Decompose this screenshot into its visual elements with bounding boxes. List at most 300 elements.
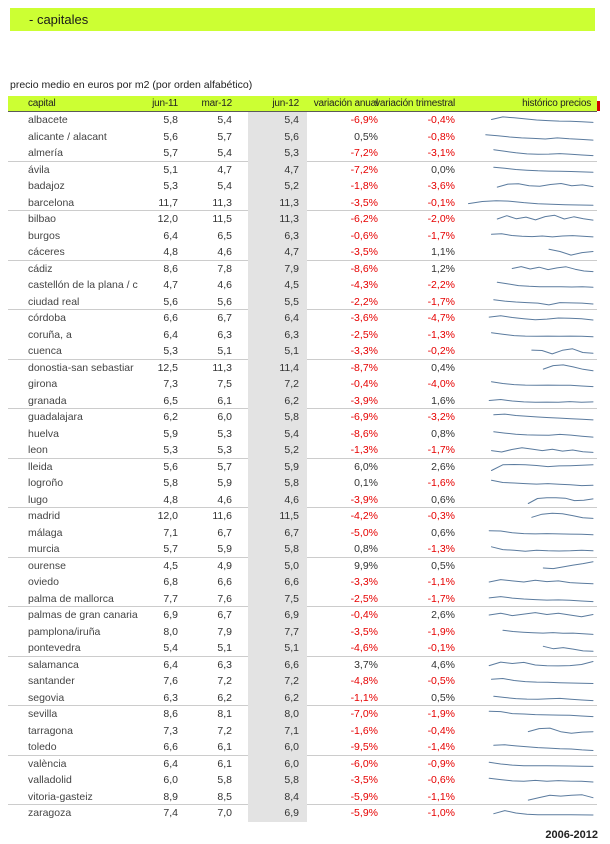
capital-name: pontevedra	[28, 642, 81, 655]
table-row	[8, 673, 597, 690]
sparkline-cell	[480, 327, 595, 344]
jun11-value: 5,7	[163, 147, 178, 160]
mar12-value: 6,3	[217, 328, 232, 341]
variacion-anual-value: -7,2%	[350, 163, 378, 176]
jun11-value: 7,7	[163, 592, 178, 605]
table-row	[8, 508, 597, 525]
variacion-trimestral-value: -0,2%	[427, 345, 455, 358]
red-tick-mark	[597, 101, 600, 111]
variacion-anual-value: -4,2%	[350, 510, 378, 523]
price-history-sparkline	[480, 476, 595, 490]
variacion-anual-value: -3,5%	[350, 774, 378, 787]
variacion-anual-value: -3,3%	[350, 576, 378, 589]
variacion-trimestral-value: -1,9%	[427, 625, 455, 638]
variacion-anual-value: -3,9%	[350, 493, 378, 506]
sparkline-cell	[480, 492, 595, 509]
mar12-value: 5,4	[217, 114, 232, 127]
variacion-trimestral-value: -1,7%	[427, 229, 455, 242]
variacion-trimestral-value: -0,4%	[427, 114, 455, 127]
table-row	[8, 129, 597, 146]
mar12-value: 7,2	[217, 675, 232, 688]
price-history-sparkline	[480, 757, 595, 771]
table-row	[8, 376, 597, 393]
mar12-value: 4,9	[217, 559, 232, 572]
price-history-sparkline	[480, 740, 595, 754]
variacion-trimestral-value: 0,5%	[431, 559, 455, 572]
price-history-sparkline	[480, 493, 595, 507]
mar12-value: 8,5	[217, 790, 232, 803]
jun12-value: 5,3	[248, 145, 307, 162]
jun12-value: 5,2	[248, 178, 307, 195]
sparkline-cell	[480, 228, 595, 245]
jun12-value: 5,8	[248, 541, 307, 558]
table-row	[8, 343, 597, 360]
sparkline-cell	[480, 789, 595, 806]
jun12-value: 8,4	[248, 789, 307, 806]
price-history-sparkline	[480, 427, 595, 441]
price-history-sparkline	[480, 278, 595, 292]
jun12-value: 5,2	[248, 442, 307, 459]
table-row	[8, 162, 597, 179]
price-history-sparkline	[480, 229, 595, 243]
capital-name: granada	[28, 394, 67, 407]
jun11-value: 12,0	[157, 510, 178, 523]
price-history-sparkline	[480, 344, 595, 358]
variacion-trimestral-value: -1,1%	[427, 576, 455, 589]
price-history-sparkline	[480, 460, 595, 474]
capital-name: cáceres	[28, 246, 65, 259]
table-row	[8, 409, 597, 426]
capital-name: salamanca	[28, 658, 79, 671]
variacion-anual-value: -5,0%	[350, 526, 378, 539]
variacion-trimestral-value: -2,2%	[427, 279, 455, 292]
sparkline-cell	[480, 459, 595, 476]
jun12-value: 7,2	[248, 376, 307, 393]
variacion-anual-value: -6,9%	[350, 114, 378, 127]
mar12-value: 7,5	[217, 378, 232, 391]
mar12-value: 7,2	[217, 724, 232, 737]
price-history-sparkline	[480, 509, 595, 523]
variacion-trimestral-value: -1,9%	[427, 708, 455, 721]
jun12-value: 7,1	[248, 723, 307, 740]
sparkline-cell	[480, 294, 595, 311]
variacion-anual-value: -1,8%	[350, 180, 378, 193]
table-row	[8, 541, 597, 558]
jun12-value: 7,2	[248, 673, 307, 690]
mar12-value: 4,6	[217, 493, 232, 506]
jun12-value: 5,1	[248, 343, 307, 360]
price-history-sparkline	[480, 179, 595, 193]
price-history-sparkline	[480, 526, 595, 540]
variacion-trimestral-value: -0,3%	[427, 510, 455, 523]
price-history-sparkline	[480, 575, 595, 589]
table-row	[8, 591, 597, 608]
capital-name: alicante / alacant	[28, 130, 107, 143]
sparkline-cell	[480, 673, 595, 690]
variacion-trimestral-value: -3,1%	[427, 147, 455, 160]
jun11-value: 5,4	[163, 642, 178, 655]
variacion-trimestral-value: 2,6%	[431, 609, 455, 622]
variacion-trimestral-value: -1,4%	[427, 741, 455, 754]
jun11-value: 5,3	[163, 345, 178, 358]
jun12-value: 6,7	[248, 525, 307, 542]
jun11-value: 5,3	[163, 180, 178, 193]
column-header-jun12: jun-12	[272, 98, 299, 109]
capital-name: ávila	[28, 163, 50, 176]
jun11-value: 7,6	[163, 675, 178, 688]
variacion-anual-value: -5,9%	[350, 790, 378, 803]
column-header-historico-precios: histórico precios	[522, 98, 591, 109]
variacion-trimestral-value: -0,4%	[427, 724, 455, 737]
mar12-value: 7,6	[217, 592, 232, 605]
mar12-value: 6,7	[217, 312, 232, 325]
price-history-sparkline	[480, 790, 595, 804]
subtitle: precio medio en euros por m2 (por orden alfabético)	[10, 79, 253, 91]
price-history-sparkline	[480, 262, 595, 276]
variacion-anual-value: -5,9%	[350, 807, 378, 820]
capital-name: valència	[28, 757, 67, 770]
sparkline-cell	[480, 739, 595, 756]
variacion-anual-value: -3,3%	[350, 345, 378, 358]
mar12-value: 5,7	[217, 130, 232, 143]
column-header-variacion-anual: variación anual	[313, 98, 378, 109]
table-row	[8, 772, 597, 789]
capital-name: santander	[28, 675, 75, 688]
price-history-sparkline	[480, 542, 595, 556]
mar12-value: 5,3	[217, 444, 232, 457]
mar12-value: 4,7	[217, 163, 232, 176]
table-row	[8, 657, 597, 674]
mar12-value: 6,1	[217, 757, 232, 770]
table-row	[8, 327, 597, 344]
mar12-value: 6,6	[217, 576, 232, 589]
jun11-value: 5,3	[163, 444, 178, 457]
variacion-anual-value: 3,7%	[354, 658, 378, 671]
jun11-value: 6,8	[163, 576, 178, 589]
variacion-anual-value: 0,8%	[354, 543, 378, 556]
variacion-anual-value: -0,4%	[350, 378, 378, 391]
capital-name: málaga	[28, 526, 63, 539]
jun11-value: 4,8	[163, 493, 178, 506]
jun11-value: 4,8	[163, 246, 178, 259]
variacion-anual-value: -8,6%	[350, 262, 378, 275]
capital-name: barcelona	[28, 196, 75, 209]
price-history-sparkline	[480, 113, 595, 127]
jun12-value: 5,9	[248, 459, 307, 476]
jun11-value: 5,6	[163, 130, 178, 143]
sparkline-cell	[480, 162, 595, 179]
jun11-value: 6,9	[163, 609, 178, 622]
variacion-anual-value: -3,5%	[350, 196, 378, 209]
capital-name: córdoba	[28, 312, 66, 325]
jun12-value: 5,5	[248, 294, 307, 311]
mar12-value: 6,2	[217, 691, 232, 704]
mar12-value: 11,3	[212, 196, 232, 209]
table-row	[8, 310, 597, 327]
sparkline-cell	[480, 508, 595, 525]
variacion-trimestral-value: 0,4%	[431, 361, 455, 374]
variacion-trimestral-value: 0,0%	[431, 163, 455, 176]
variacion-anual-value: -2,2%	[350, 295, 378, 308]
sparkline-cell	[480, 624, 595, 641]
variacion-trimestral-value: -0,9%	[427, 757, 455, 770]
table-row	[8, 739, 597, 756]
table-row	[8, 277, 597, 294]
price-history-sparkline	[480, 641, 595, 655]
capital-name: murcia	[28, 543, 60, 556]
price-history-sparkline	[480, 245, 595, 259]
variacion-anual-value: -6,0%	[350, 757, 378, 770]
table-row	[8, 706, 597, 723]
variacion-anual-value: 0,1%	[354, 477, 378, 490]
mar12-value: 7,0	[217, 807, 232, 820]
sparkline-cell	[480, 211, 595, 228]
price-history-sparkline	[480, 212, 595, 226]
sparkline-cell	[480, 244, 595, 261]
price-history-sparkline	[480, 806, 595, 820]
variacion-anual-value: 6,0%	[354, 460, 378, 473]
price-history-sparkline	[480, 295, 595, 309]
jun12-value: 6,0	[248, 756, 307, 773]
jun11-value: 4,5	[163, 559, 178, 572]
jun12-value: 4,7	[248, 244, 307, 261]
capital-name: palmas de gran canaria	[28, 609, 138, 622]
jun11-value: 6,5	[163, 394, 178, 407]
mar12-value: 5,3	[217, 427, 232, 440]
variacion-anual-value: -3,5%	[350, 625, 378, 638]
jun12-value: 8,0	[248, 706, 307, 723]
jun11-value: 6,2	[163, 411, 178, 424]
jun11-value: 5,6	[163, 460, 178, 473]
table-row	[8, 360, 597, 377]
price-history-sparkline	[480, 691, 595, 705]
price-history-sparkline	[480, 674, 595, 688]
price-history-sparkline	[480, 311, 595, 325]
table-row	[8, 459, 597, 476]
sparkline-cell	[480, 541, 595, 558]
price-history-sparkline	[480, 196, 595, 210]
variacion-anual-value: -2,5%	[350, 328, 378, 341]
price-history-sparkline	[480, 707, 595, 721]
jun12-value: 7,5	[248, 591, 307, 608]
capital-name: lleida	[28, 460, 53, 473]
jun11-value: 7,1	[163, 526, 178, 539]
jun11-value: 11,7	[158, 196, 178, 209]
sparkline-cell	[480, 805, 595, 822]
jun11-value: 5,1	[163, 163, 178, 176]
sparkline-cell	[480, 360, 595, 377]
mar12-value: 4,6	[217, 246, 232, 259]
variacion-trimestral-value: 0,5%	[431, 691, 455, 704]
sparkline-cell	[480, 607, 595, 624]
variacion-anual-value: -3,9%	[350, 394, 378, 407]
sparkline-cell	[480, 393, 595, 410]
jun11-value: 7,3	[163, 724, 178, 737]
table-row	[8, 178, 597, 195]
table-row	[8, 640, 597, 657]
variacion-trimestral-value: -1,6%	[427, 477, 455, 490]
price-history-sparkline	[480, 361, 595, 375]
price-history-sparkline	[480, 625, 595, 639]
variacion-trimestral-value: -0,1%	[427, 642, 455, 655]
mar12-value: 11,5	[212, 213, 232, 226]
price-history-sparkline	[480, 608, 595, 622]
jun11-value: 8,6	[163, 708, 178, 721]
variacion-anual-value: -4,3%	[350, 279, 378, 292]
variacion-trimestral-value: -0,1%	[427, 196, 455, 209]
table-row	[8, 294, 597, 311]
jun12-value: 5,4	[248, 426, 307, 443]
table-row	[8, 442, 597, 459]
jun11-value: 8,9	[163, 790, 178, 803]
header-spacer	[463, 96, 480, 111]
mar12-value: 5,8	[217, 774, 232, 787]
jun12-value: 6,2	[248, 690, 307, 707]
price-history-sparkline	[480, 410, 595, 424]
jun12-value: 11,5	[248, 508, 307, 525]
table-row	[8, 624, 597, 641]
variacion-trimestral-value: -4,0%	[427, 378, 455, 391]
variacion-anual-value: -0,6%	[350, 229, 378, 242]
variacion-trimestral-value: -0,6%	[427, 774, 455, 787]
mar12-value: 5,7	[217, 460, 232, 473]
variacion-anual-value: 0,5%	[354, 130, 378, 143]
capital-name: madrid	[28, 510, 61, 523]
sparkline-cell	[480, 145, 595, 162]
header-spacer	[232, 96, 248, 111]
jun12-value: 5,4	[248, 112, 307, 129]
variacion-trimestral-value: 1,2%	[431, 262, 455, 275]
sparkline-cell	[480, 310, 595, 327]
sparkline-cell	[480, 112, 595, 129]
table-row	[8, 261, 597, 278]
variacion-trimestral-value: -0,5%	[427, 675, 455, 688]
jun12-value: 7,7	[248, 624, 307, 641]
capital-name: albacete	[28, 114, 68, 127]
variacion-anual-value: -6,2%	[350, 213, 378, 226]
sparkline-cell	[480, 409, 595, 426]
jun12-value: 6,4	[248, 310, 307, 327]
table-row	[8, 211, 597, 228]
capital-name: zaragoza	[28, 807, 72, 820]
variacion-anual-value: -6,9%	[350, 411, 378, 424]
jun11-value: 12,5	[157, 361, 178, 374]
mar12-value: 7,8	[217, 262, 232, 275]
jun12-value: 6,6	[248, 574, 307, 591]
capital-name: toledo	[28, 741, 57, 754]
price-history-sparkline	[480, 443, 595, 457]
table-row	[8, 723, 597, 740]
jun11-value: 6,4	[163, 658, 178, 671]
sparkline-cell	[480, 756, 595, 773]
capital-name: bilbao	[28, 213, 57, 226]
capital-name: huelva	[28, 427, 59, 440]
variacion-anual-value: -4,6%	[350, 642, 378, 655]
mar12-value: 6,1	[217, 394, 232, 407]
variacion-trimestral-value: -1,7%	[427, 444, 455, 457]
table-body	[8, 112, 597, 822]
mar12-value: 6,7	[217, 526, 232, 539]
mar12-value: 6,7	[217, 609, 232, 622]
jun11-value: 7,3	[163, 378, 178, 391]
capital-name: pamplona/iruña	[28, 625, 101, 638]
capital-name: guadalajara	[28, 411, 83, 424]
variacion-trimestral-value: 4,6%	[431, 658, 455, 671]
jun12-value: 6,6	[248, 657, 307, 674]
capital-name: ourense	[28, 559, 66, 572]
jun12-value: 4,7	[248, 162, 307, 179]
jun11-value: 6,3	[163, 691, 178, 704]
table-row	[8, 492, 597, 509]
capital-name: lugo	[28, 493, 48, 506]
capital-name: tarragona	[28, 724, 73, 737]
variacion-anual-value: -8,6%	[350, 427, 378, 440]
mar12-value: 6,0	[217, 411, 232, 424]
mar12-value: 6,5	[217, 229, 232, 242]
table-row	[8, 756, 597, 773]
table-row	[8, 145, 597, 162]
jun12-value: 11,3	[248, 195, 307, 212]
jun12-value: 6,9	[248, 607, 307, 624]
jun11-value: 8,6	[163, 262, 178, 275]
table-row	[8, 195, 597, 212]
capital-name: girona	[28, 378, 58, 391]
variacion-trimestral-value: -0,8%	[427, 130, 455, 143]
table-row	[8, 690, 597, 707]
sparkline-cell	[480, 657, 595, 674]
variacion-anual-value: -0,4%	[350, 609, 378, 622]
column-header-capital: capital	[28, 98, 56, 109]
sparkline-cell	[480, 690, 595, 707]
price-history-sparkline	[480, 724, 595, 738]
sparkline-cell	[480, 772, 595, 789]
variacion-trimestral-value: 0,6%	[431, 526, 455, 539]
jun12-value: 5,6	[248, 129, 307, 146]
table-row	[8, 574, 597, 591]
sparkline-cell	[480, 574, 595, 591]
variacion-trimestral-value: 1,6%	[431, 394, 455, 407]
variacion-trimestral-value: -1,1%	[427, 790, 455, 803]
sparkline-cell	[480, 195, 595, 212]
table-row	[8, 426, 597, 443]
table-row	[8, 805, 597, 822]
jun12-value: 11,4	[248, 360, 307, 377]
price-history-sparkline	[480, 394, 595, 408]
jun11-value: 7,4	[163, 807, 178, 820]
variacion-trimestral-value: -1,3%	[427, 328, 455, 341]
title-bar	[10, 8, 595, 31]
table-row	[8, 525, 597, 542]
table-row	[8, 789, 597, 806]
jun11-value: 6,4	[163, 229, 178, 242]
capital-name: valladolid	[28, 774, 72, 787]
variacion-anual-value: 9,9%	[354, 559, 378, 572]
variacion-anual-value: -4,8%	[350, 675, 378, 688]
price-history-sparkline	[480, 146, 595, 160]
jun12-value: 4,6	[248, 492, 307, 509]
sparkline-cell	[480, 277, 595, 294]
sparkline-cell	[480, 640, 595, 657]
capital-name: sevilla	[28, 708, 58, 721]
variacion-trimestral-value: 0,6%	[431, 493, 455, 506]
mar12-value: 11,6	[212, 510, 232, 523]
table-row	[8, 475, 597, 492]
jun11-value: 6,6	[163, 741, 178, 754]
table-row	[8, 393, 597, 410]
jun11-value: 5,7	[163, 543, 178, 556]
sparkline-cell	[480, 723, 595, 740]
variacion-trimestral-value: 2,6%	[431, 460, 455, 473]
